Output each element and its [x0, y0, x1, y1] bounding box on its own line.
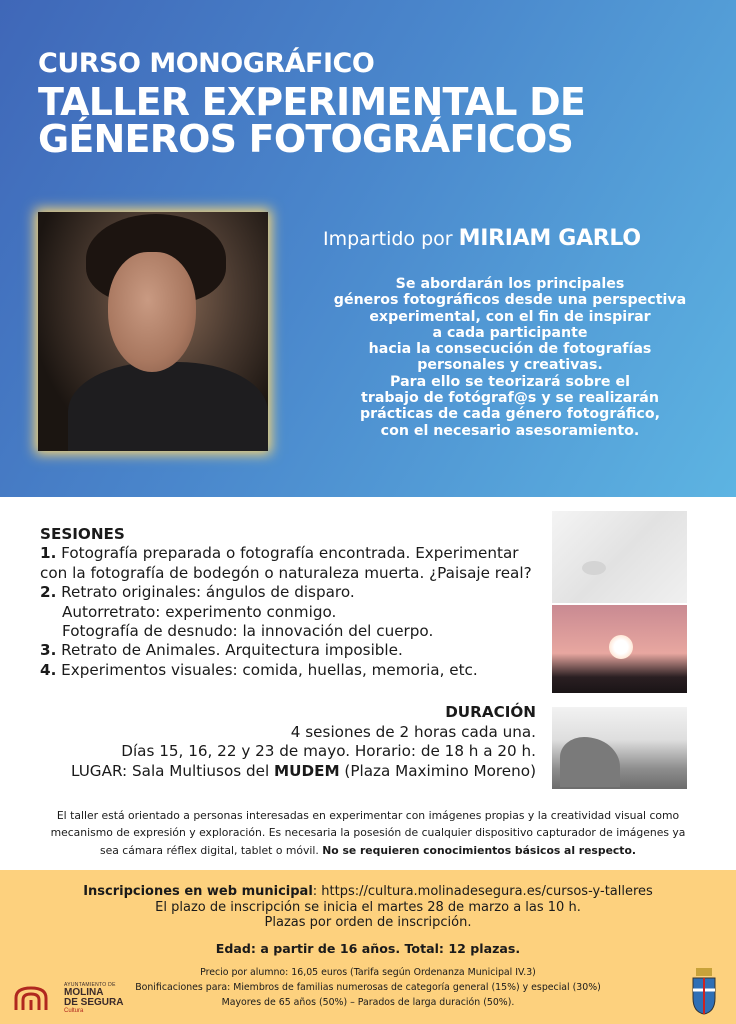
instructor-line — [323, 226, 641, 251]
photo-rock-fog — [552, 707, 687, 789]
session-2-sub-2: Fotografía de desnudo: la innovación del cuerpo. — [62, 622, 434, 641]
duration-line-2: Días 15, 16, 22 y 23 de mayo. Horario: de 18 h a 20 h. — [121, 742, 536, 761]
photo-sunset-figure — [552, 605, 687, 693]
sessions-section — [40, 525, 550, 680]
title-line-1: TALLER EXPERIMENTAL DE — [38, 80, 586, 124]
duration-heading: DURACIÓN — [445, 703, 536, 721]
session-4: 4. Experimentos visuales: comida, huellas, memoria, etc. — [40, 660, 478, 679]
title-line-2: GÉNEROS FOTOGRÁFICOS — [38, 117, 574, 161]
registration-label: Inscripciones en web municipal — [83, 884, 313, 899]
duration-line-1: 4 sesiones de 2 horas cada una. — [290, 722, 536, 741]
registration-info: Inscripciones en web municipal: https://cultura.molinadesegura.es/cursos-y-talleres El plazo de inscripción se inicia el martes 28 de marzo a las 10 h. Plazas por orden de inscripción. — [83, 884, 653, 931]
instructor-prefix: Impartido por — [323, 228, 459, 250]
molina-de-segura-logo: AYUNTAMIENTO DE MOLINA DE SEGURA Cultura — [14, 982, 144, 1018]
registration-url[interactable]: : https://cultura.molinadesegura.es/cursos-y-talleres — [312, 884, 653, 899]
duration-section — [40, 703, 536, 781]
coat-of-arms-icon — [690, 966, 718, 1016]
header-banner — [0, 0, 736, 497]
session-3: 3. Retrato de Animales. Arquitectura imposible. — [40, 641, 403, 660]
session-2-sub-1: Autorretrato: experimento conmigo. — [62, 602, 337, 621]
course-kicker: CURSO MONOGRÁFICO — [38, 48, 375, 79]
target-note: El taller está orientado a personas interesadas en experimentar con imágenes propias y la creatividad visual como mecanismo de expresión y exploración. Es necesaria la posesión de cualquier dispositivo capturador de imágenes ya sea cámara réflex digital, tablet o móvil. No se requieren conocimientos básicos al respecto. — [50, 809, 686, 857]
sessions-heading: SESIONES — [40, 525, 125, 543]
course-title — [38, 80, 586, 161]
age-limit: Edad: a partir de 16 años. Total: 12 plazas. — [215, 941, 521, 956]
price-info: Precio por alumno: 16,05 euros (Tarifa según Ordenanza Municipal IV.3) Bonificaciones para: Miembros de familias numerosas de categoría general (15%) y especial (30%) Mayores de 65 años (50%) – Parados de larga duración (50%). — [135, 967, 601, 1008]
instructor-portrait — [38, 212, 268, 451]
session-2: 2. Retrato originales: ángulos de disparo. — [40, 583, 355, 602]
arches-logo-icon — [14, 984, 48, 1012]
course-description: Se abordarán los principales géneros fotográficos desde una perspectiva experimental, con el fin de inspirar a cada participante hacia la consecución de fotografías personales y creativas. Para ello se teorizará sobre el trabajo de fotógraf@s y se realizarán prácticas de cada género fotográfico, con el necesario asesoramiento. — [333, 276, 687, 439]
photo-snow-texture — [552, 511, 687, 603]
instructor-name: MIRIAM GARLO — [458, 226, 641, 251]
session-1: 1. Fotografía preparada o fotografía encontrada. Experimentar con la fotografía de bodegón o naturaleza muerta. ¿Paisaje real? — [40, 544, 532, 582]
duration-location: LUGAR: Sala Multiusos del MUDEM (Plaza Maximino Moreno) — [70, 761, 536, 780]
